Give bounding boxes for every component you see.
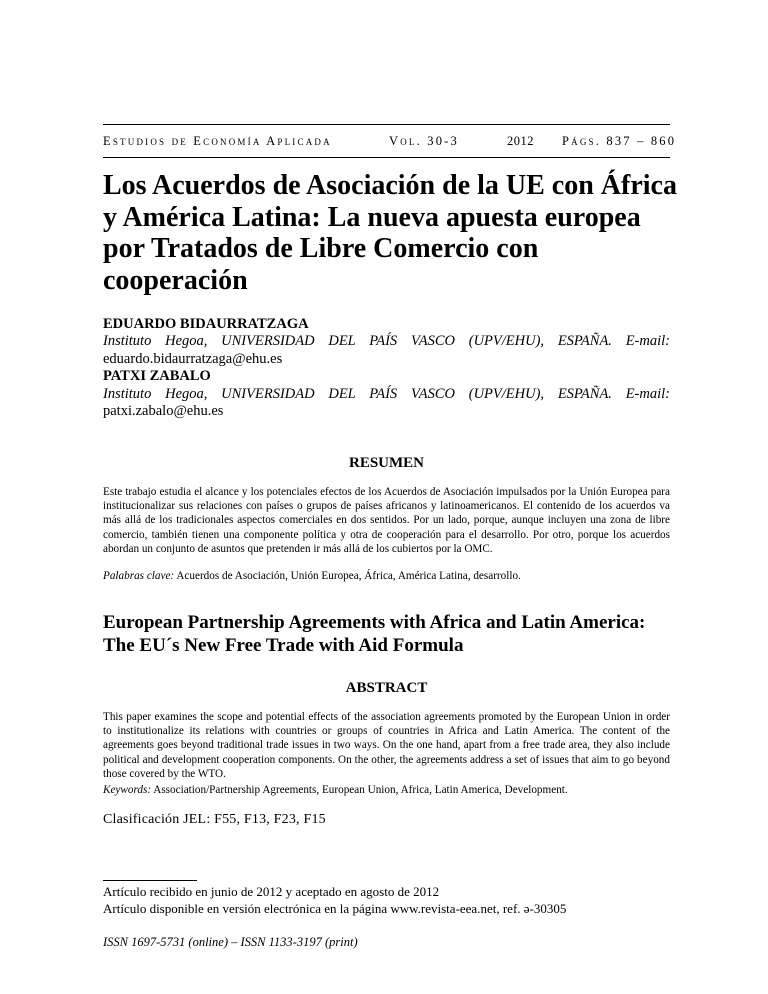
author-affiliation: Instituto Hegoa, UNIVERSIDAD DEL PAÍS VASCO (UPV/EHU), ESPAÑA. E-mail: xyxy=(103,385,670,402)
page-range: Págs. 837 – 860 xyxy=(562,134,677,148)
journal-name: Estudios de Economía Aplicada xyxy=(103,134,332,148)
resumen-keywords xyxy=(103,569,670,583)
abstract-text: This paper examines the scope and potential effects of the association agreements promoted by the European Union in order to institutionalize its relations with countries or groups of countries in Africa and Latin America. The content of the agreements goes beyond traditional trade issues in two ways. On the one hand, apart from a free trade area, they also include political and development cooperation components. On the other, the agreements address a set of issues that aim to go beyond those covered by the WTO. xyxy=(103,711,670,780)
keywords-label: Palabras clave: xyxy=(103,570,175,582)
header-rule-bottom xyxy=(103,157,670,158)
resumen-text: Este trabajo estudia el alcance y los potenciales efectos de los Acuerdos de Asociación impulsados por la Unión Europea para institucionalizar sus relaciones con países o grupos de países africanos y latinoamericanos. El contenido de los acuerdos va más allá de los tradicionales aspectos comerciales en dos sentidos. Por un lado, porque, aunque incluyen una zona de libre comercio, también tienen una componente política y otra de cooperación para el desarrollo. Por otro, porque los acuerdos abordan un conjunto de asuntos que pretenden ir más allá de los cubiertos por la OMC. xyxy=(103,486,670,555)
footnote-received: Artículo recibido en junio de 2012 y aceptado en agosto de 2012 xyxy=(103,884,440,899)
author-block xyxy=(103,316,670,420)
author-affiliation: Instituto Hegoa, UNIVERSIDAD DEL PAÍS VASCO (UPV/EHU), ESPAÑA. E-mail: xyxy=(103,333,670,350)
author-email: eduardo.bidaurratzaga@ehu.es xyxy=(103,350,283,367)
footnote-available: Artículo disponible en versión electrónica en la página www.revista-eea.net, ref. ə-30305 xyxy=(103,901,567,916)
volume-number: Vol. 30-3 xyxy=(389,134,459,148)
resumen-heading: RESUMEN xyxy=(348,455,424,471)
author-name: PATXI ZABALO xyxy=(103,368,211,385)
jel-classification: Clasificación JEL: F55, F13, F23, F15 xyxy=(103,812,326,827)
abstract-keywords xyxy=(103,783,670,797)
publication-year: 2012 xyxy=(507,134,534,148)
issn-line: ISSN 1697-5731 (online) – ISSN 1133-3197 (print) xyxy=(103,935,358,949)
keywords-list: Association/Partnership Agreements, European Union, Africa, Latin America, Development. xyxy=(153,784,568,796)
english-title: European Partnership Agreements with Africa and Latin America: The EU´s New Free Trade with Aid Formula xyxy=(103,612,646,656)
keywords-label: Keywords: xyxy=(103,784,152,796)
article-title: Los Acuerdos de Asociación de la UE con África y América Latina: La nueva apuesta europea por Tratados de Libre Comercio con cooperación xyxy=(103,170,677,296)
abstract-heading: ABSTRACT xyxy=(345,680,428,696)
footnote-rule xyxy=(103,880,197,881)
header-rule-top xyxy=(103,124,670,125)
author-name: EDUARDO BIDAURRATZAGA xyxy=(103,316,309,332)
author-email: patxi.zabalo@ehu.es xyxy=(103,403,224,420)
keywords-list: Acuerdos de Asociación, Unión Europea, África, América Latina, desarrollo. xyxy=(176,570,521,582)
